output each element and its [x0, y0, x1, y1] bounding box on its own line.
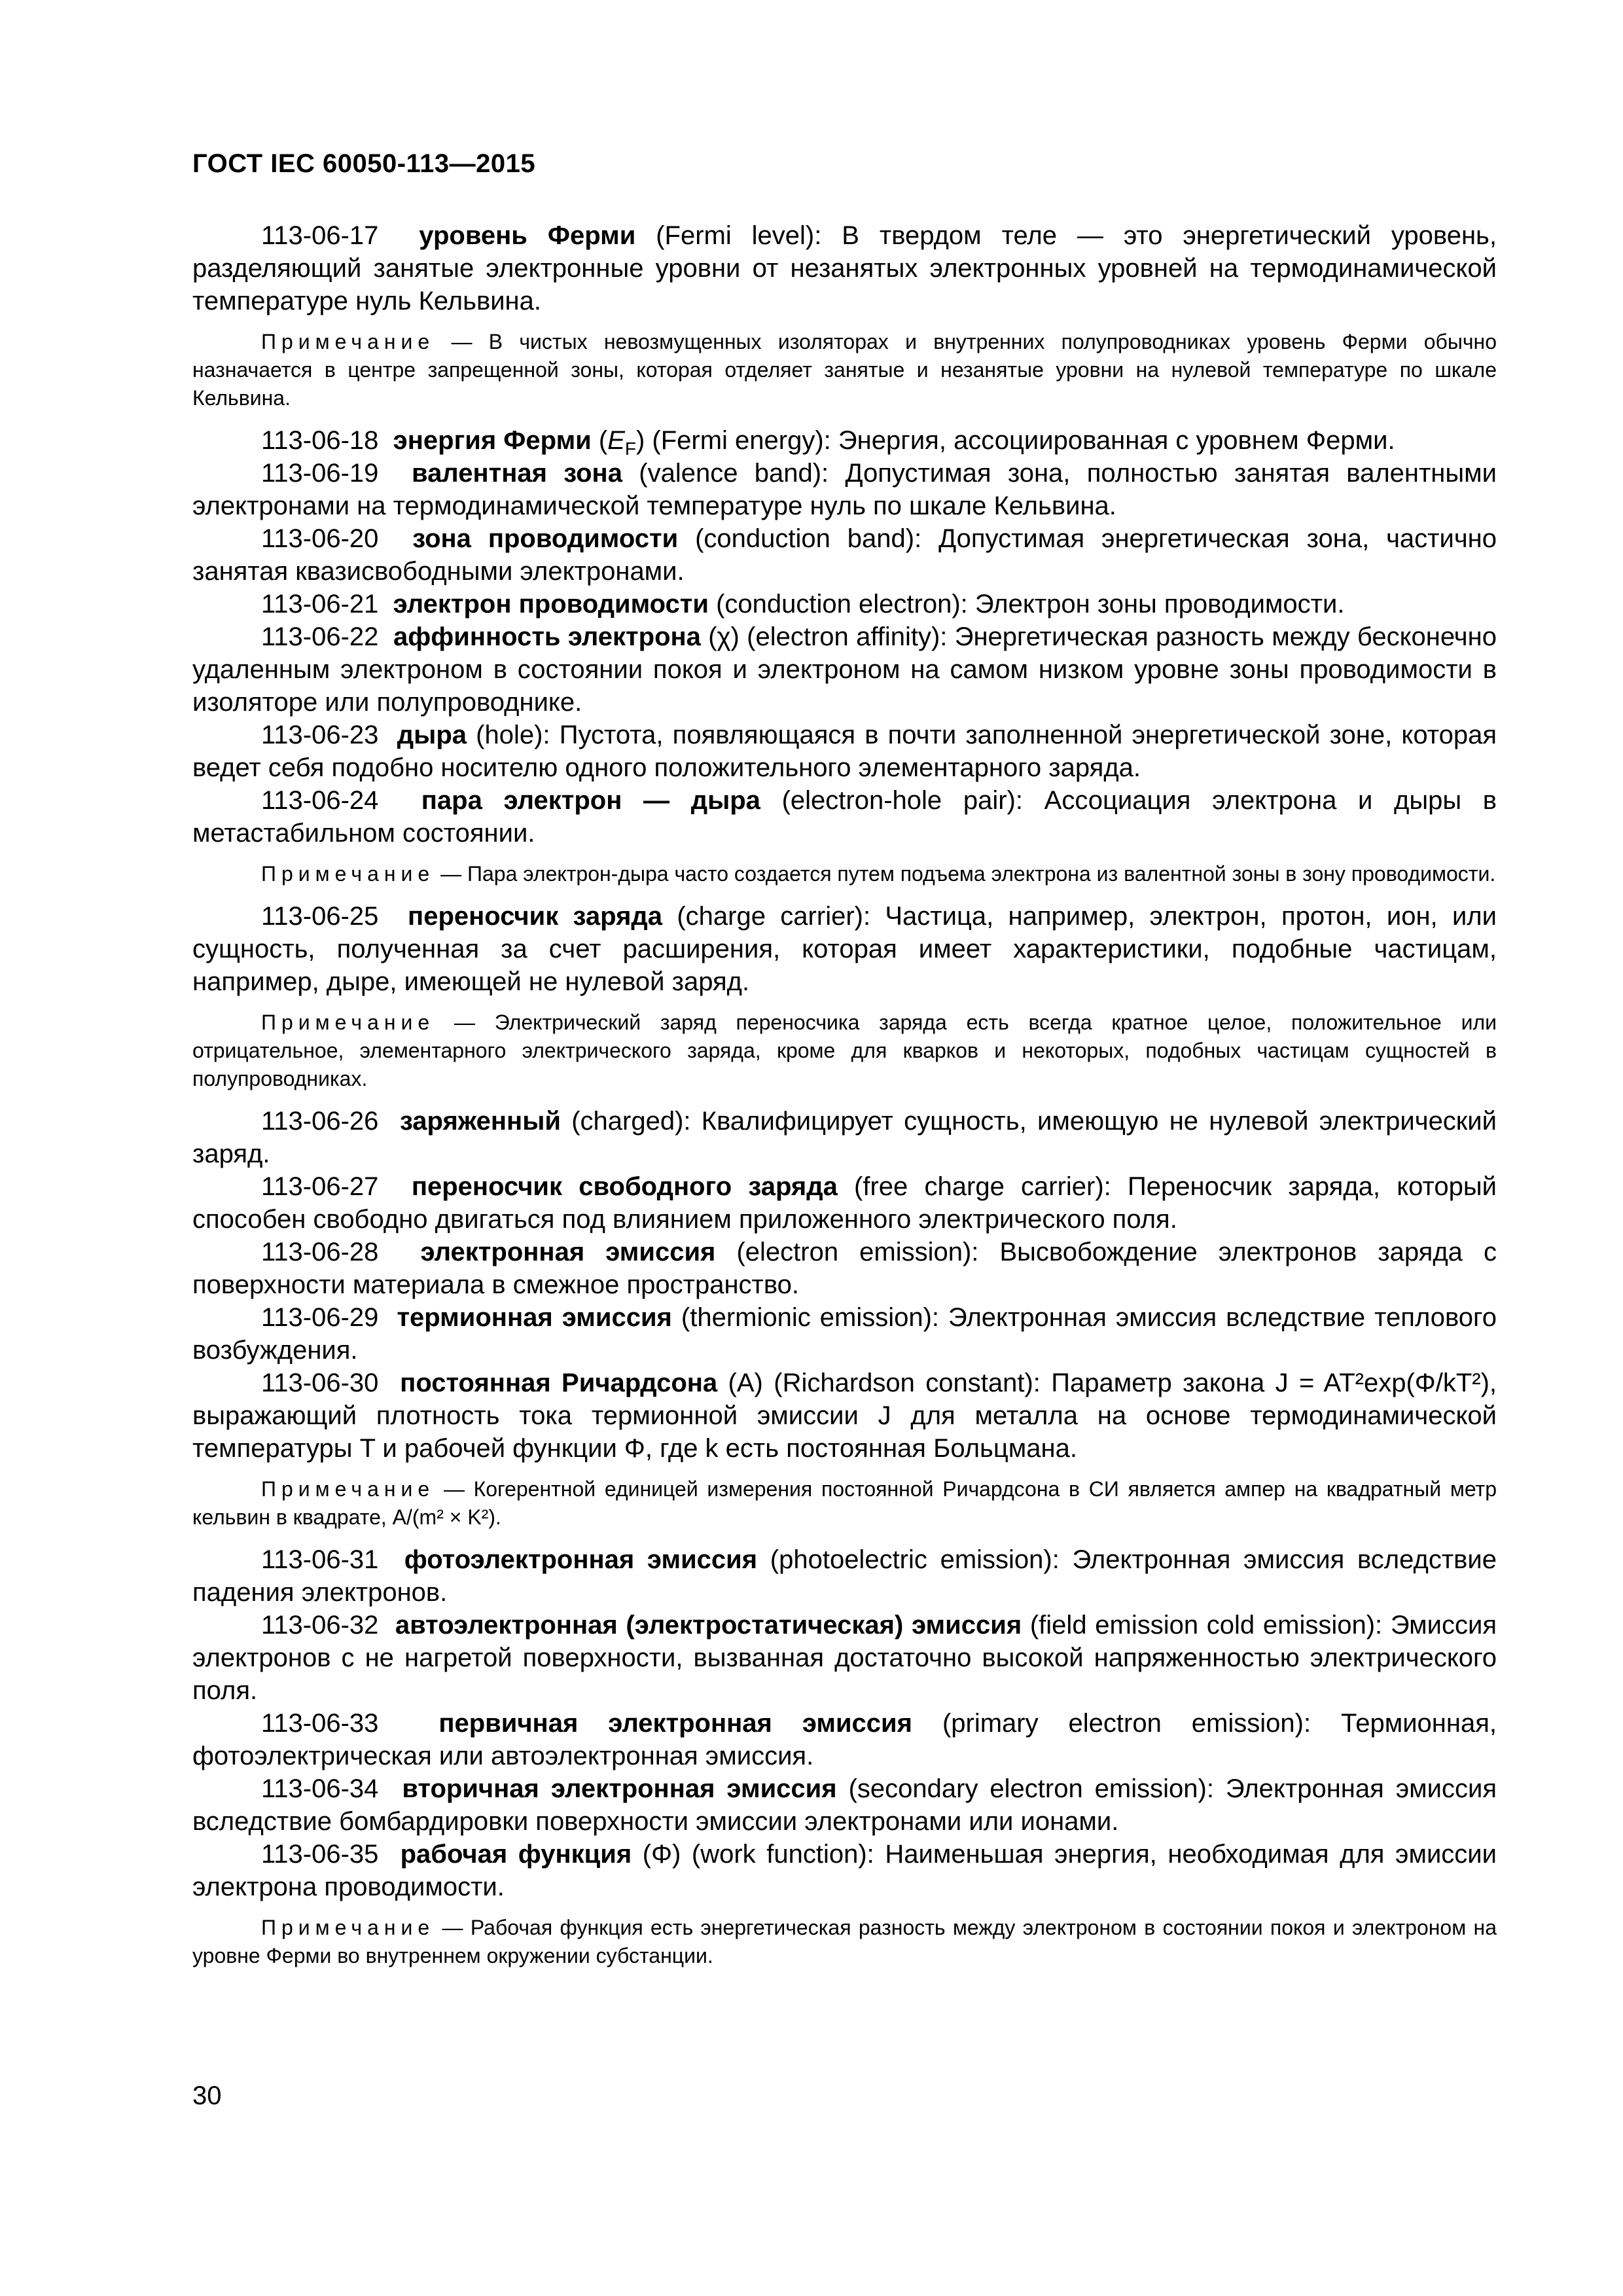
term-title: уровень Ферми — [419, 221, 636, 250]
note — [192, 860, 1497, 888]
term-title: энергия Ферми — [393, 426, 592, 455]
term-definition: (Φ) (work function): Наименьшая энергия, необходимая для эмиссии электрона проводимости. — [192, 1840, 1497, 1901]
term-number: 113-06-17 — [261, 221, 379, 250]
term-entry — [192, 900, 1497, 998]
note — [192, 1914, 1497, 1970]
term-entry — [192, 588, 1497, 620]
term-title: термионная эмиссия — [397, 1303, 672, 1332]
term-entry — [192, 1367, 1497, 1465]
term-entry — [192, 1170, 1497, 1236]
note-label: Примечание — [261, 1011, 435, 1034]
term-entry — [192, 784, 1497, 850]
term-title: зона проводимости — [412, 524, 679, 553]
term-definition: (charge carrier): Частица, например, электрон, протон, ион, или сущность, полученная за счет расширения, которая имеет характеристики, подобные частицам, например, дыре, имеющей не нулевой заряд. — [192, 902, 1497, 996]
term-entry — [192, 1707, 1497, 1772]
term-title: вторичная электронная эмиссия — [402, 1774, 837, 1803]
term-definition: (electron-hole pair): Ассоциация электрона и дыры в метастабильном состоянии. — [192, 786, 1497, 848]
term-entry — [192, 219, 1497, 317]
term-number: 113-06-32 — [261, 1611, 379, 1640]
term-number: 113-06-23 — [261, 721, 379, 749]
note-label: Примечание — [261, 1477, 435, 1501]
note — [192, 328, 1497, 412]
term-number: 113-06-27 — [261, 1172, 379, 1201]
term-entry — [192, 1838, 1497, 1903]
page-number: 30 — [192, 2081, 222, 2110]
term-symbol-open: ( — [591, 426, 608, 455]
term-number: 113-06-31 — [261, 1545, 379, 1574]
term-title: рабочая функция — [400, 1840, 632, 1869]
term-definition: (free charge carrier): Переносчик заряда, который способен свободно двигаться под влиянием приложенного электрического поля. — [192, 1172, 1497, 1234]
note-text: — В чистых невозмущенных изоляторах и внутренних полупроводниках уровень Ферми обычно назначается в центре запрещенной зоны, которая отделяет занятые и незанятые уровни на нулевой температуре по шкале Кельвина. — [192, 330, 1497, 410]
term-number: 113-06-20 — [261, 524, 379, 553]
document-header: ГОСТ IEC 60050-113—2015 — [192, 149, 536, 178]
note — [192, 1009, 1497, 1093]
term-number: 113-06-21 — [261, 590, 379, 619]
term-definition: (conduction band): Допустимая энергетическая зона, частично занятая квазисвободными электронами. — [192, 524, 1497, 586]
term-title: электронная эмиссия — [420, 1238, 716, 1266]
term-title: переносчик свободного заряда — [411, 1172, 838, 1201]
term-definition: (χ) (electron affinity): Энергетическая разность между бесконечно удаленным электроном в состоянии покоя и электроном на самом низком уровне зоны проводимости в изоляторе или полупроводнике. — [192, 622, 1497, 717]
term-title: фотоэлектронная эмиссия — [404, 1545, 758, 1574]
note-text: — Пара электрон-дыра часто создается путем подъема электрона из валентной зоны в зону проводимости. — [435, 862, 1496, 886]
term-entry — [192, 1236, 1497, 1301]
note-label: Примечание — [261, 330, 435, 353]
term-definition: (charged): Квалифицирует сущность, имеющую не нулевой электрический заряд. — [192, 1107, 1497, 1168]
term-definition: (secondary electron emission): Электронная эмиссия вследствие бомбардировки поверхности эмиссии электронами или ионами. — [192, 1774, 1497, 1836]
term-title: постоянная Ричардсона — [400, 1369, 718, 1397]
term-title: валентная зона — [412, 459, 622, 488]
term-title: пара электрон — дыра — [421, 786, 760, 815]
term-title: аффинность электрона — [393, 622, 701, 651]
term-title: автоэлектронная (электростатическая) эмиссия — [395, 1611, 1022, 1640]
term-title: первичная электронная эмиссия — [438, 1709, 912, 1738]
term-entry — [192, 1609, 1497, 1707]
term-definition: (photoelectric emission): Электронная эмиссия вследствие падения электронов. — [192, 1545, 1497, 1607]
term-entry — [192, 457, 1497, 522]
term-number: 113-06-24 — [261, 786, 379, 815]
term-number: 113-06-18 — [261, 426, 379, 455]
note-text: — Когерентной единицей измерения постоянной Ричардсона в СИ является ампер на квадратный метр кельвин в квадрате, A/(m² × K²). — [192, 1477, 1497, 1529]
term-entry — [192, 1105, 1497, 1170]
document-body — [192, 219, 1497, 1982]
term-number: 113-06-22 — [261, 622, 379, 651]
term-number: 113-06-26 — [261, 1107, 379, 1136]
term-symbol: E — [607, 426, 625, 455]
term-title: переносчик заряда — [408, 902, 663, 931]
term-definition: (conduction electron): Электрон зоны проводимости. — [708, 590, 1345, 619]
term-title: электрон проводимости — [393, 590, 709, 619]
note-label: Примечание — [261, 1916, 435, 1939]
term-title: заряженный — [399, 1107, 561, 1136]
term-entry — [192, 424, 1497, 457]
term-definition: (thermionic emission): Электронная эмиссия вследствие теплового возбуждения. — [192, 1303, 1497, 1365]
term-symbol-subscript: F — [624, 439, 636, 459]
term-number: 113-06-19 — [261, 459, 379, 488]
term-number: 113-06-29 — [261, 1303, 379, 1332]
term-number: 113-06-30 — [261, 1369, 379, 1397]
term-entry — [192, 719, 1497, 784]
term-definition: (Fermi level): В твердом теле — это энергетический уровень, разделяющий занятые электронные уровни от незанятых электронных уровней на термодинамической температуре нуль Кельвина. — [192, 221, 1497, 315]
term-definition: (field emission cold emission): Эмиссия электронов с не нагретой поверхности, вызванная достаточно высокой напряженностью электрического поля. — [192, 1611, 1497, 1705]
term-number: 113-06-25 — [261, 902, 379, 931]
term-entry — [192, 620, 1497, 719]
term-definition: (A) (Richardson constant): Параметр закона J = AT²exp(Φ/kT²), выражающий плотность тока термионной эмиссии J для металла на основе термодинамической температуры T и рабочей функции Φ, где k есть постоянная Больцмана. — [192, 1369, 1497, 1463]
term-title: дыра — [397, 721, 467, 749]
term-entry — [192, 1301, 1497, 1367]
term-definition: (electron emission): Высвобождение электронов заряда с поверхности материала в смежное пространство. — [192, 1238, 1497, 1299]
note-label: Примечание — [261, 862, 435, 886]
note-text: — Рабочая функция есть энергетическая разность между электроном в состоянии покоя и электроном на уровне Ферми во внутреннем окружении субстанции. — [192, 1916, 1497, 1967]
term-number: 113-06-28 — [261, 1238, 379, 1266]
term-entry — [192, 1772, 1497, 1838]
term-entry — [192, 522, 1497, 588]
term-definition: (valence band): Допустимая зона, полностью занятая валентными электронами на термодинамической температуре нуль по шкале Кельвина. — [192, 459, 1497, 520]
term-entry — [192, 1543, 1497, 1609]
term-number: 113-06-35 — [261, 1840, 379, 1869]
note — [192, 1475, 1497, 1532]
note-text: — Электрический заряд переносчика заряда есть всегда кратное целое, положительное или отрицательное, элементарного электрического заряда, кроме для кварков и некоторых, подобных частицам сущностей в полупроводниках. — [192, 1011, 1497, 1090]
term-definition: (primary electron emission): Термионная, фотоэлектрическая или автоэлектронная эмиссия. — [192, 1709, 1497, 1770]
term-number: 113-06-33 — [261, 1709, 379, 1738]
term-number: 113-06-34 — [261, 1774, 379, 1803]
term-definition: ) (Fermi energy): Энергия, ассоциированная с уровнем Ферми. — [635, 426, 1395, 455]
term-definition: (hole): Пустота, появляющаяся в почти заполненной энергетической зоне, которая ведет себя подобно носителю одного положительного элементарного заряда. — [192, 721, 1497, 782]
